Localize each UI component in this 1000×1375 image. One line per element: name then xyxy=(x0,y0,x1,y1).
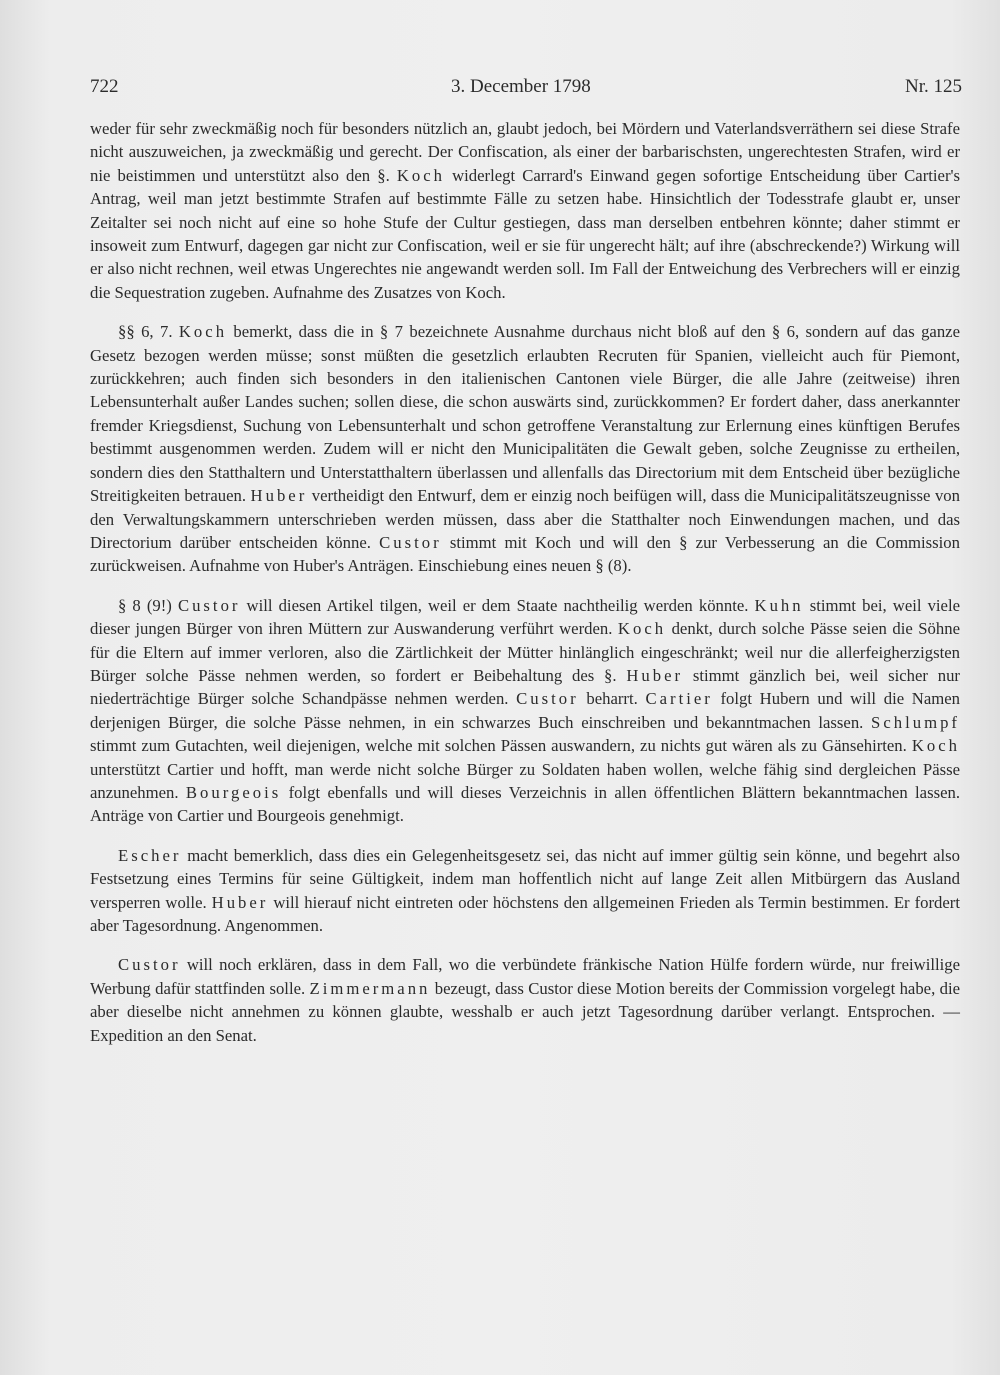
speaker-name: Zimmermann xyxy=(309,978,431,998)
speaker-name: Huber xyxy=(250,486,308,506)
speaker-name: Koch xyxy=(617,619,667,639)
text-run: bemerkt, dass die in § 7 bezeichnete Ausnahme durchaus nicht bloß auf den § 6, sondern auf das ganze Gesetz bezogen werden müsse; sonst müßten die gesetzlich erlaubten Recruten für Spanien, vielleicht auch für Piemont, zurückkehren; auch finden sich besonders in den italienischen Cantonen viele Bürger, die alle Jahre (zeitweise) ihren Lebensunterhalt außer Landes suchen; sollen diese, die schon auswärts sind, zurückkommen? Er fordert daher, dass anerkannter fremder Kriegsdienst, Suchung von Lebensunterhalt und schon getroffene Veranstaltung zur Erlernung eines künftigen Berufes bestimmt ausgenommen werden. Zudem will er nicht den Municipalitäten die Gewalt geben, solche Zeugnisse zu ertheilen, sondern dies den Statthaltern und Unterstatthaltern überlassen und allenfalls das Directorium mit dem Entscheid über bezügliche Streitigkeiten betrauen. xyxy=(90,322,960,506)
text-run: will hierauf nicht eintreten oder höchstens den allgemeinen Frieden als Termin bestimmen. Er fordert aber Tagesordnung. Angenommen. xyxy=(90,892,960,935)
speaker-name: Cartier xyxy=(645,689,713,709)
text-run: denkt, durch solche Pässe seien die Söhne für die Eltern auf immer verloren, also die Zärtlichkeit der Mütter hinlänglich eingeschränkt; weil nur die allerfeigherzigsten Bürger solche Pässe nehmen werden, so fordert er Beibehaltung des §. xyxy=(90,619,960,685)
text-run: widerlegt Carrard's Einwand gegen sofortige Entscheidung über Cartier's Antrag, weil man jetzt bestimmte Strafen auf bestimmte Fälle zu setzen habe. Hinsichtlich der Todesstrafe glaubt er, unser Zeitalter sei noch nicht auf eine so hohe Stufe der Cultur gestiegen, dass man derselben entbehren könnte; daher stimmt er insoweit zum Entwurf, dagegen gar nicht zur Confiscation, weil er sie für ungerecht hält; auf ihre (abschreckende?) Wirkung will er also nicht rechnen, weil etwas Ungerechtes nie angewandt werden soll. Im Fall der Entweichung des Verbrechers will er einzig die Sequestration zugeben. Aufnahme des Zusatzes von Koch. xyxy=(90,165,961,302)
page-number: 722 xyxy=(90,76,119,97)
paragraph-2 xyxy=(90,320,960,577)
text-run: beharrt. xyxy=(578,689,646,709)
paragraph-1 xyxy=(90,117,960,304)
text-run: stimmt zum Gutachten, weil diejenigen, welche mit solchen Pässen auswandern, zu nichts gut wären als zu Gänsehirten. xyxy=(90,736,912,756)
page-header xyxy=(90,76,990,102)
text-run: folgt Hubern und will die Namen derjenigen Bürger, die solche Pässe nehmen, in ein schwarzes Buch einschreiben und bekanntmachen lassen. xyxy=(90,689,960,732)
document-body xyxy=(90,117,960,1063)
speaker-name: Custor xyxy=(516,689,579,709)
text-run: stimmt bei, weil viele dieser jungen Bürger von ihren Müttern zur Auswanderung verführt werden. xyxy=(90,595,961,639)
paragraph-4 xyxy=(90,844,960,938)
speaker-name: Custor xyxy=(118,955,181,975)
header-date: 3. December 1798 xyxy=(451,76,591,97)
text-run: stimmt mit Koch und will den § zur Verbesserung an die Commission zurückweisen. Aufnahme von Huber's Anträgen. Einschiebung eines neuen § (8). xyxy=(90,532,960,576)
text-run: weder für sehr zweckmäßig noch für besonders nützlich an, glaubt jedoch, bei Mördern und Vaterlandsverräthern sei diese Strafe nicht auszuweichen, ja zweckmäßig und gerecht. Der Confiscation, als einer der barbarischsten, ungerechtesten Strafen, wird er nie beistimmen und unterstützt also den §. xyxy=(90,119,960,185)
text-run: bezeugt, dass Custor diese Motion bereits der Commission vorgelegt habe, die aber dieselbe nicht annehmen zu können glaubte, wesshalb er auch jetzt Tagesordnung darüber verlangt. Entsprochen. — Expedition an den Senat. xyxy=(90,978,960,1045)
speaker-name: Koch xyxy=(911,736,960,756)
speaker-name: Custor xyxy=(177,595,241,615)
speaker-name: Bourgeois xyxy=(185,782,282,802)
speaker-name: Koch xyxy=(178,322,228,342)
text-run: stimmt gänzlich bei, weil sicher nur niederträchtige Bürger solche Schandpässe nehmen werden. xyxy=(90,665,960,709)
speaker-name: Custor xyxy=(379,532,442,552)
issue-number: Nr. 125 xyxy=(905,76,962,97)
paragraph-5 xyxy=(90,953,960,1047)
speaker-name: Kuhn xyxy=(754,595,804,615)
text-run: will noch erklären, dass in dem Fall, wo die verbündete fränkische Nation Hülfe fordern würde, nur freiwillige Werbung dafür stattfinden solle. xyxy=(90,955,960,998)
paragraph-3 xyxy=(90,594,960,828)
speaker-name: Huber xyxy=(626,665,684,685)
text-run: folgt ebenfalls und will dieses Verzeichnis in allen öffentlichen Blättern bekanntmachen lassen. Anträge von Cartier und Bourgeois genehmigt. xyxy=(90,782,960,826)
text-run: vertheidigt den Entwurf, dem er einzig noch beifügen will, dass die Municipalitätszeugnisse von den Verwaltungskammern unterschrieben werden müssen, dass aber die Statthalter noch Einwendungen machen, und das Directorium darüber entscheiden könne. xyxy=(90,486,960,552)
text-run: § 8 (9!) xyxy=(118,595,178,615)
text-run: unterstützt Cartier und hofft, man werde nicht solche Bürger zu Soldaten haben wollen, welche fähig sind dergleichen Pässe anzunehmen. xyxy=(90,759,960,802)
speaker-name: Huber xyxy=(211,892,269,912)
speaker-name: Escher xyxy=(118,845,182,865)
speaker-name: Koch xyxy=(396,165,446,185)
text-run: §§ 6, 7. xyxy=(118,322,179,342)
text-run: will diesen Artikel tilgen, weil er dem Staate nachtheilig werden könnte. xyxy=(240,595,755,615)
speaker-name: Schlumpf xyxy=(871,712,960,732)
text-run: macht bemerklich, dass dies ein Gelegenheitsgesetz sei, das nicht auf immer gültig sein könne, und begehrt also Festsetzung eines Termins für seine Gültigkeit, indem man hoffentlich nicht auf lange Zeit allen Mitbürgern das Ausland versperren wolle. xyxy=(90,845,960,912)
